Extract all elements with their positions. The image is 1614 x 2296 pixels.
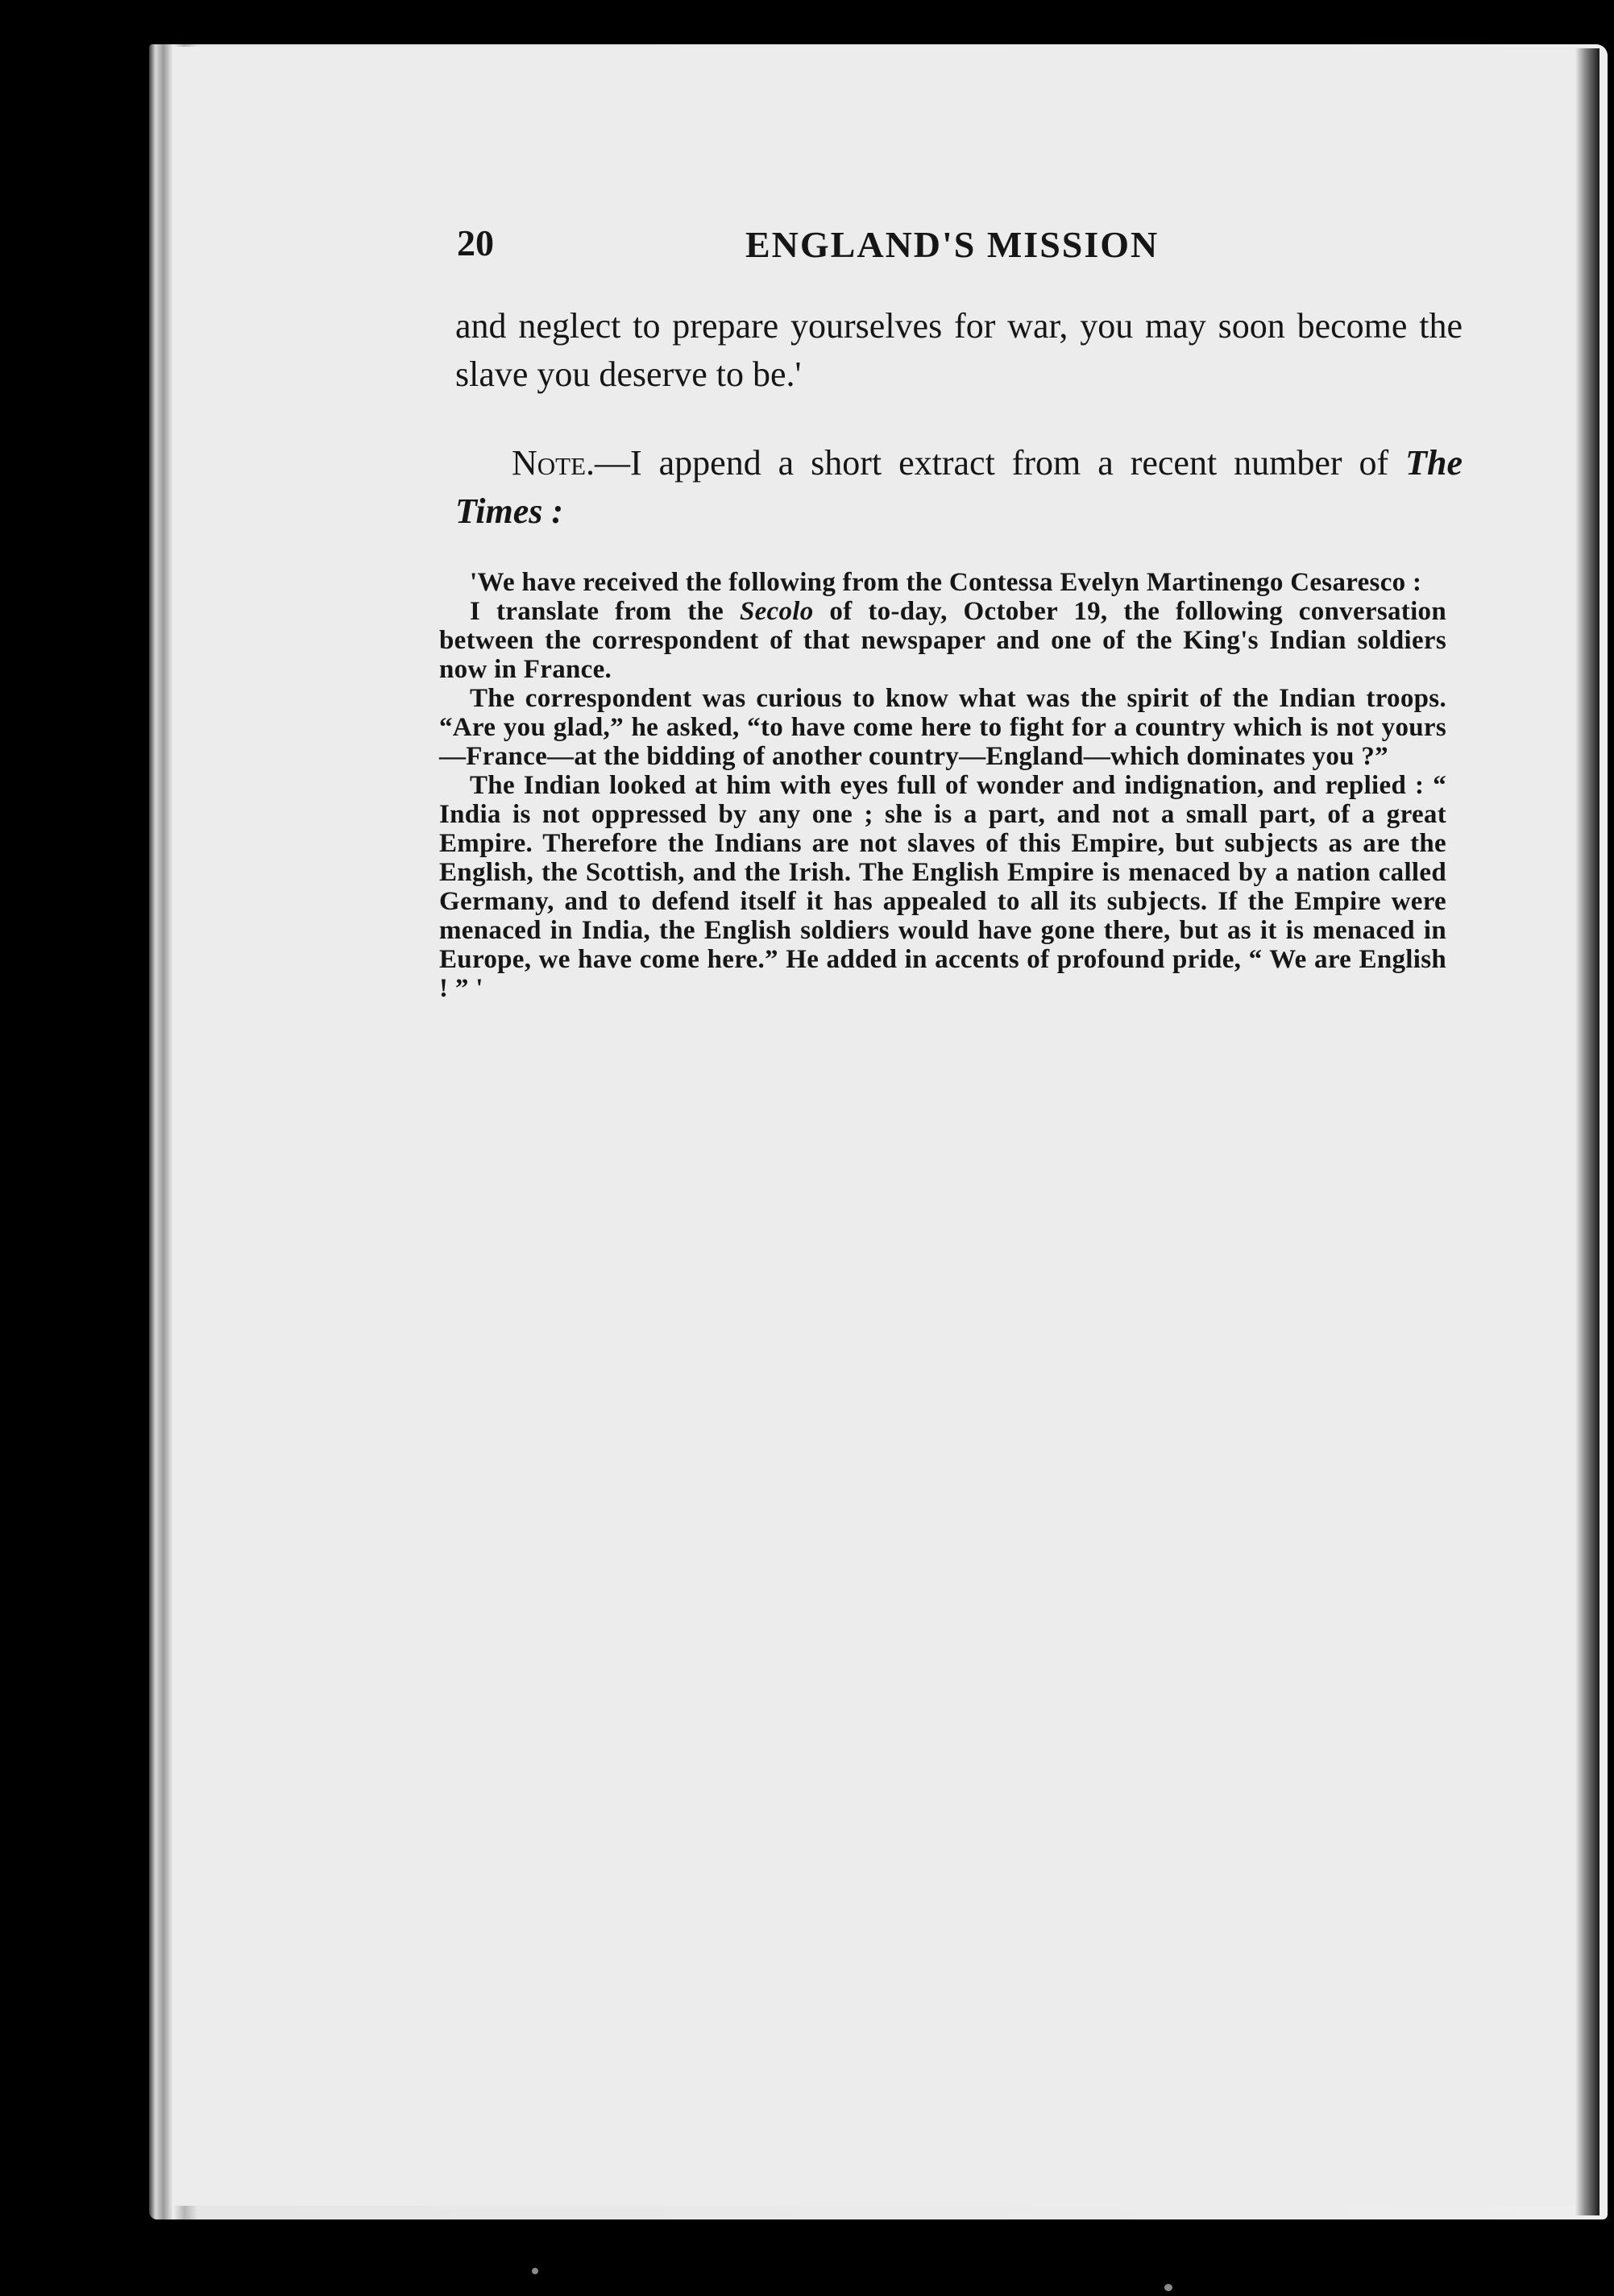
main-text: [455, 302, 1463, 536]
secolo-title: Secolo: [739, 597, 814, 626]
gutter-shadow: [1575, 48, 1599, 2215]
note-text: —I append a short extract from a recent number of: [595, 443, 1389, 483]
dust-speck: [532, 2268, 538, 2274]
extract-paragraph-1: [439, 597, 1446, 684]
running-title: ENGLAND'S MISSION: [745, 224, 1160, 265]
times-extract: [439, 568, 1446, 1003]
note-label: Note.: [512, 443, 595, 483]
note-source: The Times :: [455, 443, 1463, 531]
page-content: [439, 205, 1463, 1003]
page-number: 20: [457, 222, 494, 263]
note-paragraph: [455, 439, 1463, 536]
scan-border-bottom: [0, 2223, 1614, 2296]
running-head: [439, 205, 1463, 270]
dust-speck: [1164, 2284, 1172, 2291]
extract-intro: 'We have received the following from the Contessa Evelyn Martinengo Cesaresco :: [470, 568, 1422, 597]
extract-p1-after: of to-day, October 19, the following conversation between the correspondent of that newspaper and one of the King's Indian soldiers now in France.: [439, 597, 1446, 684]
extract-paragraph-2: The correspondent was curious to know what was the spirit of the Indian troops. “Are you glad,” he asked, “to have come here to fight for a country which is not yours—France—at the bidding of another country—England—which dominates you ?”: [439, 684, 1446, 771]
continuation-paragraph: and neglect to prepare yourselves for war, you may soon become the slave you deserve to be.': [455, 306, 1463, 394]
extract-p1-before: I translate from the: [470, 597, 724, 626]
extract-paragraph-3: The Indian looked at him with eyes full of wonder and indignation, and replied : “ India is not oppressed by any one ; she is a part, and not a small part, of a great Empire. Therefore the Indians are not slaves of this Empire, but subjects as are the English, the Scottish, and the Irish. The English Empire is menaced by a nation called Germany, and to defend itself it has appealed to all its subjects. If the Empire were menaced in India, the English soldiers would have gone there, but as it is menaced in Europe, we have come here.” He added in accents of profound pride, “ We are English ! ” ': [439, 771, 1446, 1003]
